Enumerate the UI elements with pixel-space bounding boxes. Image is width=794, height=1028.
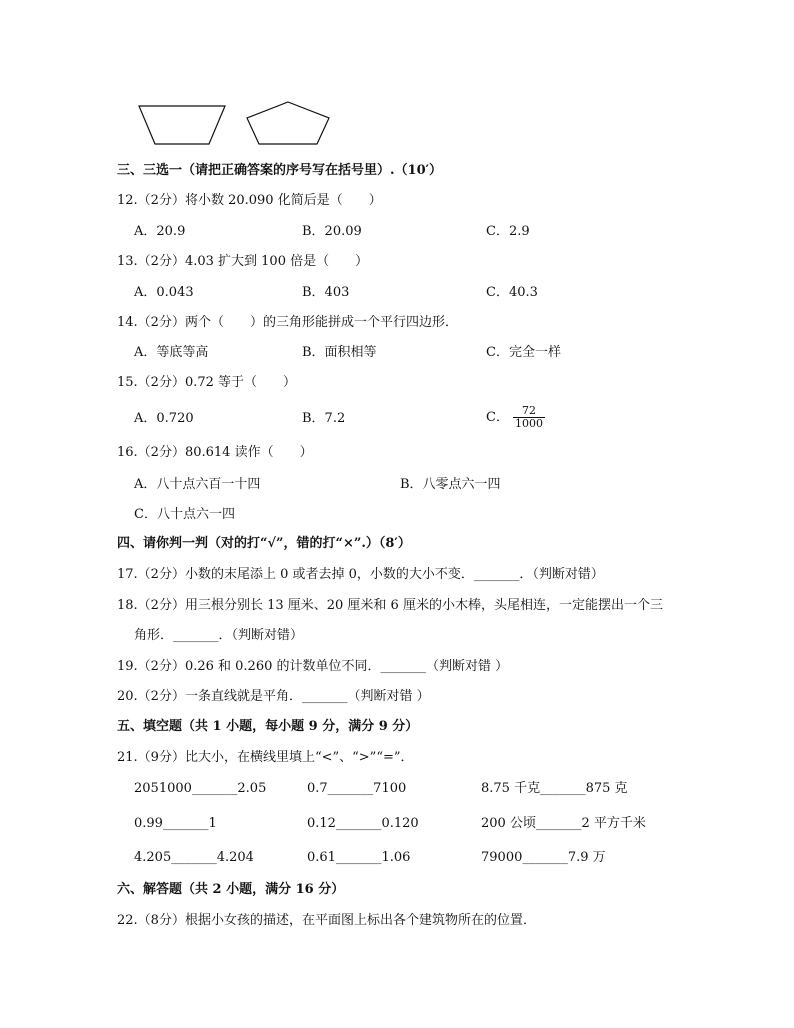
q15-option-b: B．7.2 (302, 411, 346, 426)
q15-option-c (486, 400, 545, 436)
q18-line2: 角形．_______．（判断对错） (134, 628, 304, 643)
compare-item: 2051000_______2.05 (134, 781, 267, 796)
q16-stem: 16.（2分）80.614 读作（ ） (117, 445, 313, 460)
q13-option-c: C．40.3 (486, 285, 538, 300)
compare-item: 0.61_______1.06 (307, 850, 411, 865)
q15-stem: 15.（2分）0.72 等于（ ） (117, 375, 297, 390)
compare-item: 0.7_______7100 (307, 781, 407, 796)
section5-heading: 五、填空题（共 1 小题，每小题 9 分，满分 9 分） (117, 719, 419, 734)
fraction (513, 405, 545, 430)
q12-option-c: C．2.9 (486, 224, 530, 239)
q13-option-b: B．403 (302, 285, 350, 300)
q16-option-a: A．八十点六百一十四 (134, 477, 261, 492)
compare-item: 4.205_______4.204 (134, 850, 254, 865)
compare-item: 0.12_______0.120 (307, 816, 419, 831)
pentagon-figure (243, 98, 343, 148)
q17: 17.（2分）小数的末尾添上 0 或者去掉 0，小数的大小不变．_______．（判断对错） (117, 567, 604, 582)
q13-stem: 13.（2分）4.03 扩大到 100 倍是（ ） (117, 254, 369, 269)
q12-option-a: A．20.9 (134, 224, 186, 239)
q20: 20.（2分）一条直线就是平角．_______（判断对错 ） (117, 689, 430, 704)
q12-stem: 12.（2分）将小数 20.090 化简后是（ ） (117, 193, 382, 208)
q21-stem: 21.（9分）比大小，在横线里填上“<”、“>”“=”． (117, 750, 414, 765)
section4-heading: 四、请你判一判（对的打“√”，错的打“×”.）（8′） (117, 536, 411, 551)
section6-heading: 六、解答题（共 2 小题，满分 16 分） (117, 882, 345, 897)
section3-heading: 三、三选一（请把正确答案的序号写在括号里）.（10′） (117, 163, 443, 178)
q12-option-b: B．20.09 (302, 224, 362, 239)
fraction-denominator: 1000 (514, 417, 543, 430)
compare-item: 200 公顷_______2 平方千米 (481, 816, 646, 831)
fraction-numerator: 72 (513, 405, 545, 418)
trapezoid-figure (133, 102, 233, 152)
q14-option-c: C．完全一样 (486, 345, 561, 360)
compare-item: 79000_______7.9 万 (481, 850, 606, 865)
compare-item: 0.99_______1 (134, 816, 217, 831)
q16-option-c: C．八十点六一四 (134, 507, 235, 522)
q14-stem: 14.（2分）两个（ ）的三角形能拼成一个平行四边形． (117, 315, 458, 330)
q16-option-b: B．八零点六一四 (400, 477, 501, 492)
q15-option-a: A．0.720 (134, 411, 194, 426)
q14-option-a: A．等底等高 (134, 345, 209, 360)
q18-line1: 18.（2分）用三根分别长 13 厘米、20 厘米和 6 厘米的小木棒，头尾相连，一定能摆出一个三 (117, 598, 663, 613)
compare-item: 8.75 千克_______875 克 (481, 781, 628, 796)
q13-option-a: A．0.043 (134, 285, 194, 300)
q22-stem: 22.（8分）根据小女孩的描述，在平面图上标出各个建筑物所在的位置． (117, 913, 536, 928)
q19: 19.（2分）0.26 和 0.260 的计数单位不同．_______（判断对错 ） (117, 659, 509, 674)
q14-option-b: B．面积相等 (302, 345, 377, 360)
q15-option-c-label: C． (486, 410, 509, 425)
